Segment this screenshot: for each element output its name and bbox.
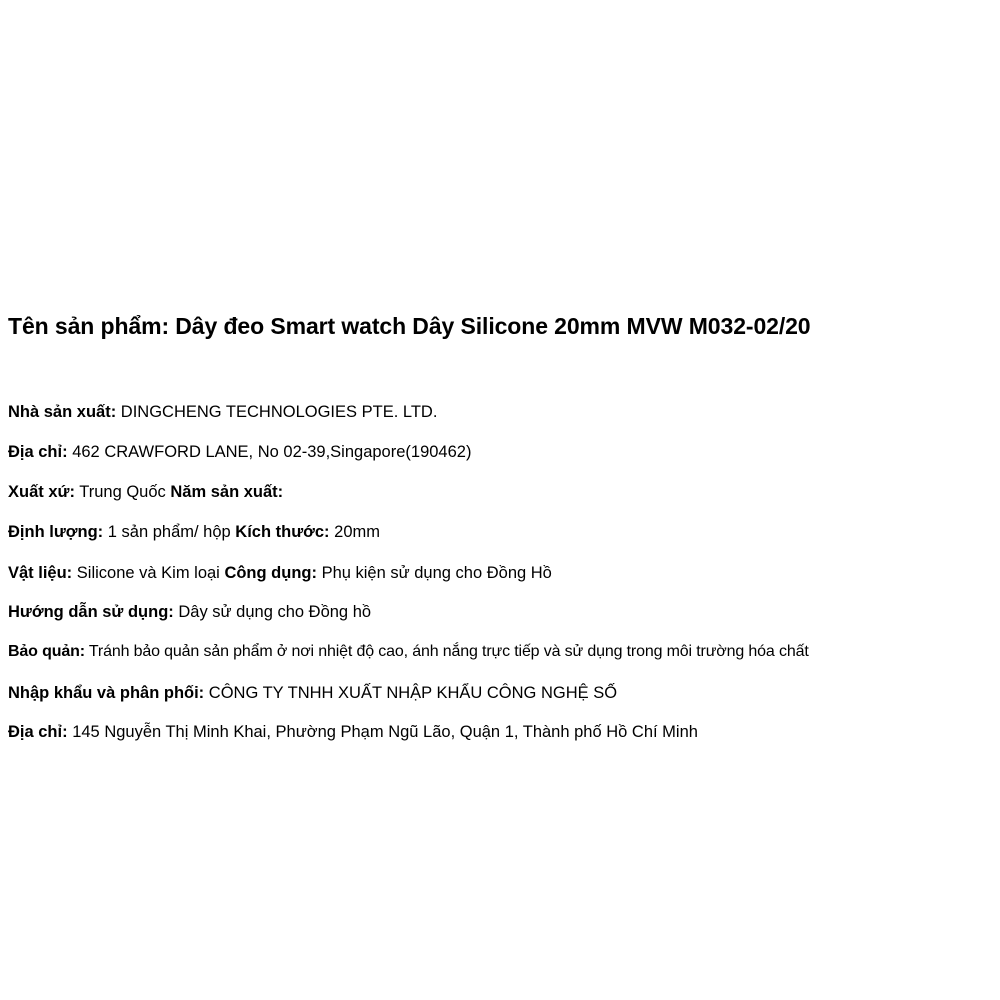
size-value: 20mm [334, 523, 380, 541]
manufacturer-address-label: Địa chỉ: [8, 443, 68, 461]
importer-address-label: Địa chỉ: [8, 723, 68, 741]
manufacturer-label: Nhà sản xuất: [8, 403, 117, 421]
size-label: Kích thước: [235, 523, 330, 541]
row-quantity [8, 522, 380, 542]
row-manufacturer [8, 402, 437, 422]
usage-value: Phụ kiện sử dụng cho Đồng Hồ [321, 564, 552, 582]
row-origin [8, 482, 283, 502]
usage-label: Công dụng: [224, 564, 317, 582]
row-importer-address [8, 722, 698, 742]
instructions-label: Hướng dẫn sử dụng: [8, 603, 174, 621]
origin-label: Xuất xứ: [8, 483, 75, 501]
manufacturer-address-value: 462 CRAWFORD LANE, No 02-39,Singapore(190462) [72, 443, 472, 461]
material-value: Silicone và Kim loại [76, 564, 220, 582]
row-importer [8, 683, 617, 703]
material-label: Vật liệu: [8, 564, 73, 582]
product-title: Tên sản phẩm: Dây đeo Smart watch Dây Silicone 20mm MVW M032-02/20 [8, 313, 811, 339]
row-material [8, 563, 552, 583]
importer-value: CÔNG TY TNHH XUẤT NHẬP KHẨU CÔNG NGHỆ SỐ [208, 684, 618, 702]
row-manufacturer-address [8, 442, 471, 462]
manufacturer-value: DINGCHENG TECHNOLOGIES PTE. LTD. [120, 403, 438, 421]
storage-label: Bảo quản: [8, 643, 85, 660]
instructions-value: Dây sử dụng cho Đồng hồ [178, 603, 372, 621]
storage-value: Tránh bảo quản sản phẩm ở nơi nhiệt độ cao, ánh nắng trực tiếp và sử dụng trong môi trường hóa chất [88, 643, 809, 660]
row-storage [8, 642, 809, 662]
importer-label: Nhập khẩu và phân phối: [8, 684, 205, 702]
quantity-label: Định lượng: [8, 523, 104, 541]
origin-value: Trung Quốc [79, 483, 166, 501]
row-instructions [8, 602, 371, 622]
quantity-value: 1 sản phẩm/ hộp [107, 523, 231, 541]
manufacture-year-label: Năm sản xuất: [170, 483, 284, 501]
importer-address-value: 145 Nguyễn Thị Minh Khai, Phường Phạm Ngũ Lão, Quận 1, Thành phố Hồ Chí Minh [72, 723, 698, 741]
